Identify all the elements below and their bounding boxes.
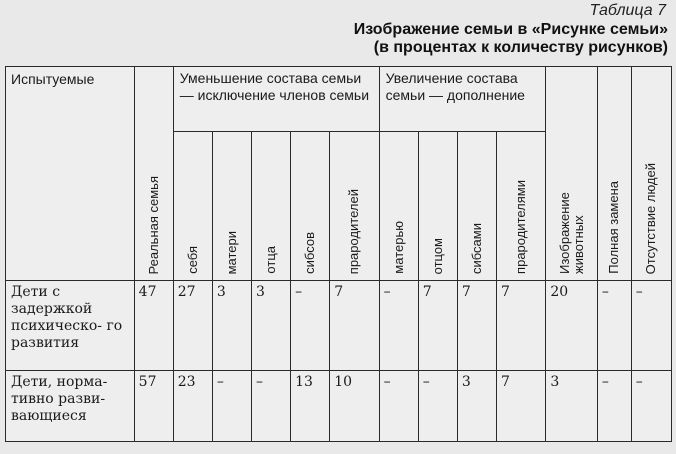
header-self: [173, 132, 212, 281]
header-full-replacement-label: Полная замена: [606, 181, 622, 274]
header-with-siblings: [457, 132, 496, 281]
cell-father: –: [251, 371, 290, 442]
header-father: [251, 132, 290, 281]
cell-with-father: 7: [418, 281, 457, 371]
header-real-family-label: Реальная семья: [145, 175, 161, 274]
table-title: [68, 21, 668, 57]
cell-grandparents: 7: [330, 281, 379, 371]
page-header: [0, 0, 676, 66]
header-increase-group: Увеличение состава семьи — дополнение: [379, 67, 546, 132]
header-real-family: [134, 67, 173, 281]
cell-animals: 20: [546, 281, 597, 371]
cell-siblings: –: [291, 281, 330, 371]
cell-mother: –: [212, 371, 251, 442]
row-label: Дети с задержкой психическо- го развития: [6, 281, 135, 371]
header-mother-label: матери: [223, 230, 239, 274]
cell-no-people: –: [631, 371, 671, 442]
title-line-2: (в процентах к количеству рисунков): [373, 39, 668, 56]
cell-with-grandparents: 7: [496, 281, 545, 371]
table-row: [6, 371, 672, 442]
header-siblings: [291, 132, 330, 281]
cell-no-people: –: [631, 281, 671, 371]
cell-with-father: –: [418, 371, 457, 442]
cell-self: 27: [173, 281, 212, 371]
header-animals-label: Изображение животных: [556, 192, 586, 274]
header-with-mother: [379, 132, 418, 281]
header-no-people: [631, 67, 671, 281]
header-with-grandparents-label: прародителями: [513, 180, 529, 274]
cell-grandparents: 10: [330, 371, 379, 442]
cell-with-mother: –: [379, 371, 418, 442]
header-with-siblings-label: сибсами: [468, 223, 484, 274]
cell-with-grandparents: 7: [496, 371, 545, 442]
header-animals: [546, 67, 597, 281]
header-father-label: отца: [263, 246, 279, 274]
cell-real-family: 57: [134, 371, 173, 442]
header-with-father: [418, 132, 457, 281]
header-grandparents-label: прародителей: [346, 188, 362, 274]
table-row: [6, 281, 672, 371]
header-subjects: Испытуемые: [6, 67, 135, 281]
header-with-grandparents: [496, 132, 545, 281]
header-self-label: себя: [184, 246, 200, 274]
table-label: Таблица 7: [589, 2, 666, 19]
header-row-groups: [6, 67, 672, 132]
cell-full-replacement: –: [597, 281, 631, 371]
family-drawing-table: [5, 66, 672, 442]
header-full-replacement: [597, 67, 631, 281]
cell-siblings: 13: [291, 371, 330, 442]
cell-with-mother: –: [379, 281, 418, 371]
cell-mother: 3: [212, 281, 251, 371]
header-mother: [212, 132, 251, 281]
header-with-father-label: отцом: [429, 237, 445, 274]
title-line-1: Изображение семьи в «Рисунке семьи»: [353, 21, 668, 38]
header-no-people-label: Отсутствие людей: [643, 162, 659, 274]
cell-father: 3: [251, 281, 290, 371]
cell-full-replacement: –: [597, 371, 631, 442]
header-with-mother-label: матерью: [390, 221, 406, 274]
header-reduction-group: Уменьшение состава семьи — исключение членов семьи: [173, 67, 379, 132]
cell-self: 23: [173, 371, 212, 442]
cell-animals: 3: [546, 371, 597, 442]
cell-with-siblings: 7: [457, 281, 496, 371]
cell-real-family: 47: [134, 281, 173, 371]
cell-with-siblings: 3: [457, 371, 496, 442]
row-label: Дети, норма- тивно разви- вающиеся: [6, 371, 135, 442]
header-siblings-label: сибсов: [302, 232, 318, 274]
header-grandparents: [330, 132, 379, 281]
